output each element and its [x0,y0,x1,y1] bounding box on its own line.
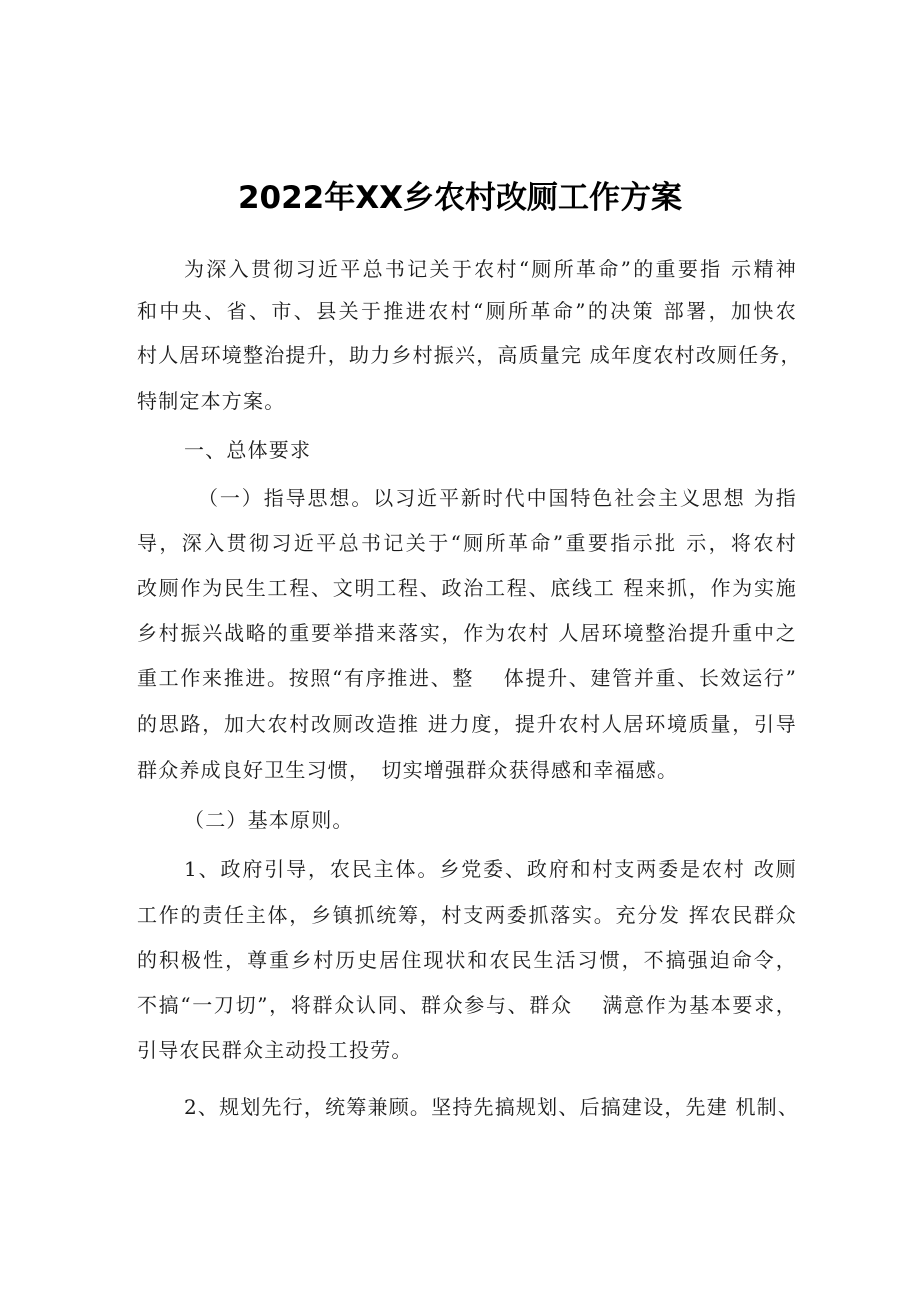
paragraph-line: 1、政府引导，农民主体。乡党委、政府和村支两委是农村 改厕 [184,857,797,881]
paragraph-line: 重工作来推进。按照“有序推进、整 体提升、建管并重、长效运行” [137,666,797,690]
paragraph-line: 导，深入贯彻习近平总书记关于“厕所革命”重要指示批 示，将农村 [137,531,797,555]
paragraph-line: 不搞“一刀切”，将群众认同、群众参与、群众 满意作为基本要求， [137,993,797,1017]
document-title: 2022年XX乡农村改厕工作方案 [237,180,683,216]
paragraph-line: 引导农民群众主动投工投劳。 [137,1038,413,1062]
paragraph-line: 乡村振兴战略的重要举措来落实，作为农村 人居环境整治提升重中之 [137,621,797,645]
section-heading: 一、总体要求 [184,438,312,462]
paragraph-line: 改厕作为民生工程、文明工程、政治工程、底线工 程来抓，作为实施 [137,576,797,600]
paragraph-line: 工作的责任主体，乡镇抓统筹，村支两委抓落实。充分发 挥农民群众 [137,903,797,927]
paragraph-line: 的思路，加大农村改厕改造推 进力度，提升农村人居环境质量，引导 [137,712,797,736]
paragraph-line: 为深入贯彻习近平总书记关于农村“厕所革命”的重要指 示精神 [184,257,797,281]
paragraph-line: 2、规划先行，统筹兼顾。坚持先搞规划、后搞建设，先建 机制、 [184,1095,800,1119]
paragraph-line: 的积极性，尊重乡村历史居住现状和农民生活习惯，不搞强迫命令， [137,948,797,972]
paragraph-line: 村人居环境整治提升，助力乡村振兴，高质量完 成年度农村改厕任务， [137,343,802,367]
paragraph-line: 群众养成良好卫生习惯， 切实增强群众获得感和幸福感。 [137,758,679,782]
paragraph-line: 特制定本方案。 [137,389,286,413]
paragraph-line: （一）指导思想。以习近平新时代中国特色社会主义思想 为指 [198,486,797,510]
subsection-heading: （二）基本原则。 [184,808,354,832]
paragraph-line: 和中央、省、市、县关于推进农村“厕所革命”的决策 部署，加快农 [137,299,797,323]
